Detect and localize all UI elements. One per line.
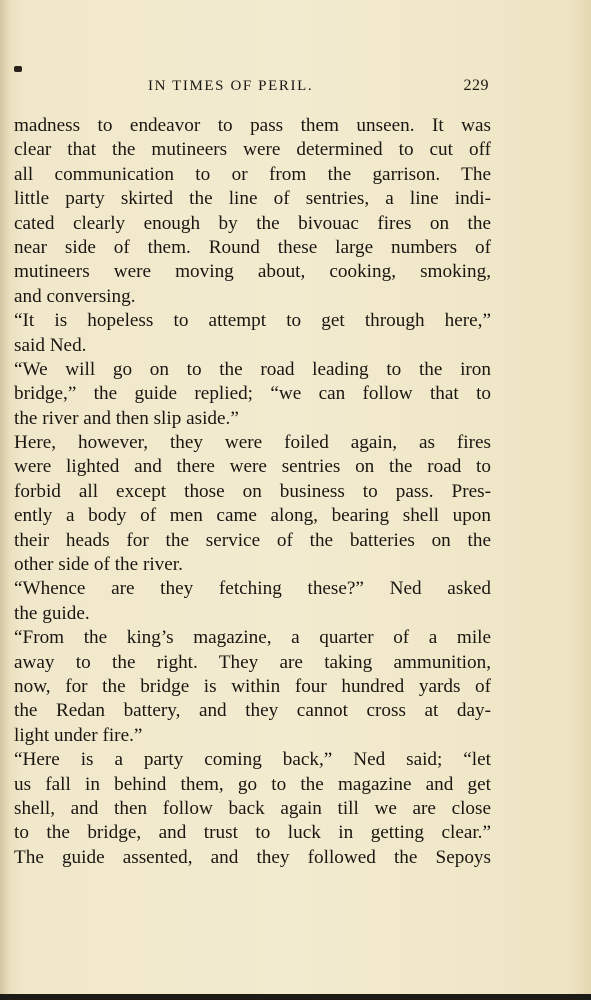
page-number: 229 [463, 77, 489, 94]
text-line: ently a body of men came along, bearing shell upon [14, 505, 491, 527]
text-line: the Redan battery, and they cannot cross at day- [14, 700, 491, 722]
text-line: mutineers were moving about, cooking, smoking, [14, 261, 491, 283]
text-line: the guide. [14, 602, 90, 624]
text-line: “Whence are they fetching these?” Ned asked [14, 578, 491, 600]
text-line: madness to endeavor to pass them unseen. It was [14, 115, 491, 136]
text-line: “From the king’s magazine, a quarter of a mile [14, 627, 491, 649]
text-line: shell, and then follow back again till we are close [14, 797, 491, 819]
bottom-edge [0, 994, 591, 1000]
text-line: forbid all except those on business to pass. Pres- [14, 480, 491, 502]
text-line: all communication to or from the garrison. The [14, 163, 491, 185]
binding-shadow [0, 0, 10, 1000]
text-line: said Ned. [14, 334, 87, 356]
running-title: IN TIMES OF PERIL. [148, 78, 314, 94]
text-line: The guide assented, and they followed the Sepoys [14, 846, 491, 868]
text-line: light under fire.” [14, 724, 143, 746]
text-line: “It is hopeless to attempt to get through here,” [14, 310, 491, 332]
text-line: us fall in behind them, go to the magazine and get [14, 773, 491, 795]
text-line: clear that the mutineers were determined to cut off [14, 139, 491, 161]
text-line: were lighted and there were sentries on the road to [14, 456, 491, 478]
text-line: cated clearly enough by the bivouac fires on the [14, 212, 491, 234]
text-line: away to the right. They are taking ammunition, [14, 651, 491, 673]
text-line: bridge,” the guide replied; “we can follow that to [14, 383, 491, 405]
text-line: other side of the river. [14, 554, 183, 576]
text-line: Here, however, they were foiled again, as fires [14, 432, 491, 454]
text-line: to the bridge, and trust to luck in getting clear.” [14, 822, 491, 844]
text-line: and conversing. [14, 285, 136, 307]
text-line: the river and then slip aside.” [14, 407, 239, 429]
ink-speck [14, 66, 22, 72]
text-line: near side of them. Round these large numbers of [14, 236, 491, 258]
text-line: “Here is a party coming back,” Ned said; “let [14, 749, 491, 771]
text-line: their heads for the service of the batteries on the [14, 529, 491, 551]
text-line: now, for the bridge is within four hundred yards of [14, 675, 491, 697]
body-text [14, 114, 491, 870]
running-head [0, 74, 591, 98]
text-line: little party skirted the line of sentries, a line indi- [14, 188, 491, 210]
text-line: “We will go on to the road leading to the iron [14, 358, 491, 380]
